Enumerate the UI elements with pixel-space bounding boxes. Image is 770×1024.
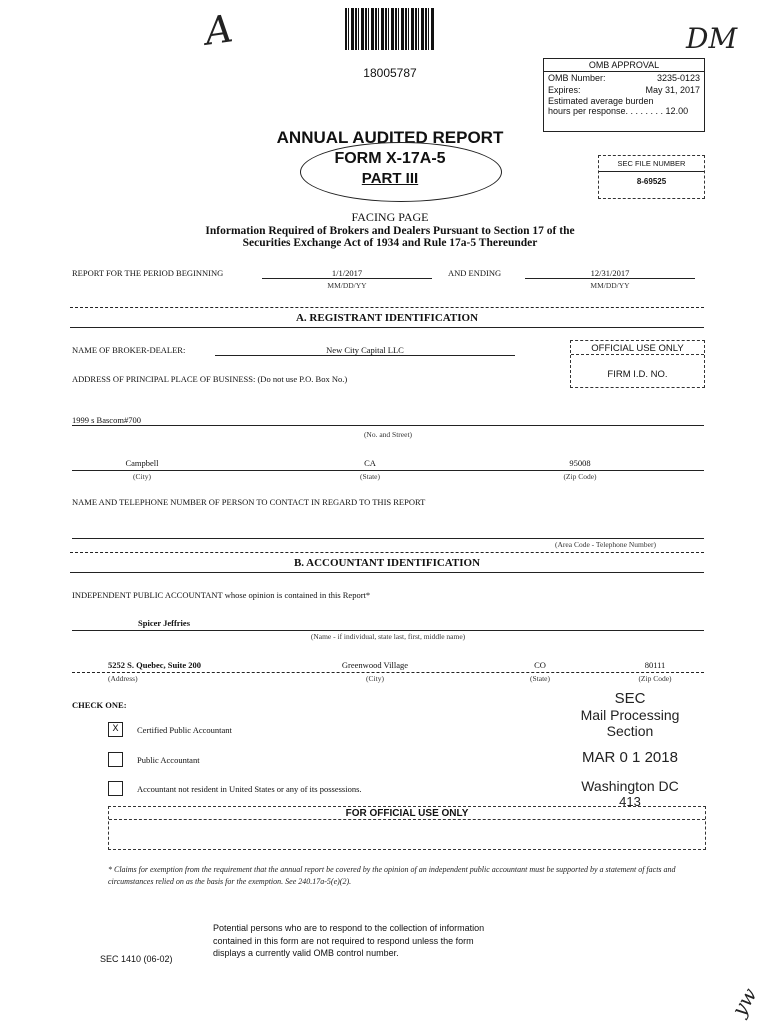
period-end-value: 12/31/2017 <box>525 268 695 279</box>
official-use-label-b: FOR OFFICIAL USE ONLY <box>109 807 705 820</box>
footer-notice <box>213 922 484 960</box>
phone-caption: (Area Code - Telephone Number) <box>555 540 656 549</box>
section-a-divider-top <box>70 307 704 308</box>
check-option-cpa[interactable] <box>108 722 232 737</box>
stamp-line3: Section <box>606 723 654 739</box>
sec-file-number-box <box>598 155 705 199</box>
footnote: * Claims for exemption from the requirement that the annual report be covered by the opinion of an independent public accountant must be supported by a statement of facts and circumstances relied on as the basis for the exemption. See 240.17a-5(e)(2). <box>108 865 676 886</box>
official-use-label-a: OFFICIAL USE ONLY <box>571 341 704 355</box>
omb-title: OMB APPROVAL <box>544 59 704 72</box>
omb-burden-line1: Estimated average burden <box>548 96 654 106</box>
accountant-address-line <box>72 672 704 673</box>
city-value-a: Campbell <box>125 458 159 468</box>
period-begin-label: REPORT FOR THE PERIOD BEGINNING <box>72 268 224 278</box>
document-number: 18005787 <box>363 66 417 80</box>
facing-line2: Securities Exchange Act of 1934 and Rule 17a-5 Thereunder <box>242 237 538 249</box>
period-begin-value: 1/1/2017 <box>262 268 432 279</box>
accountant-zip-value: 80111 <box>644 660 666 670</box>
facing-heading: FACING PAGE <box>351 210 429 224</box>
accountant-state-value: CO <box>534 660 546 670</box>
omb-burden-line2: hours per response. . . . . . . . 12.00 <box>548 106 689 116</box>
section-a-heading: A. REGISTRANT IDENTIFICATION <box>295 312 479 324</box>
checkbox-nonresident-label: Accountant not resident in United States or any of its possessions. <box>137 783 362 794</box>
hand-drawn-oval <box>300 142 502 202</box>
period-begin-format: MM/DD/YY <box>327 281 367 290</box>
sec-file-value: 8-69525 <box>636 177 667 186</box>
accountant-address-caption: (Address) <box>108 674 138 683</box>
check-option-public-accountant[interactable] <box>108 752 200 767</box>
checkbox-cpa[interactable]: X <box>108 722 123 737</box>
section-b-divider-top <box>70 552 704 553</box>
broker-dealer-label: NAME OF BROKER-DEALER: <box>72 345 186 355</box>
firm-id-label: FIRM I.D. NO. <box>607 369 668 380</box>
accountant-city-caption: (City) <box>366 674 384 683</box>
notice-line3: displays a currently valid OMB control number. <box>213 948 399 958</box>
section-a-divider-bottom <box>70 327 704 328</box>
accountant-zip-caption: (Zip Code) <box>638 674 672 683</box>
facing-page <box>120 210 660 249</box>
checkbox-cpa-label: Certified Public Accountant <box>137 724 232 735</box>
accountant-city-value: Greenwood Village <box>341 660 409 670</box>
checkbox-public-accountant-label: Public Accountant <box>137 754 200 765</box>
accountant-name-caption: (Name - if individual, state last, first, middle name) <box>310 632 466 641</box>
section-b-heading: B. ACCOUNTANT IDENTIFICATION <box>293 557 481 569</box>
zip-value-a: 95008 <box>569 458 591 468</box>
notice-line2: contained in this form are not required to respond unless the form <box>213 935 474 946</box>
accountant-name-line <box>72 630 704 631</box>
stamp-line1: SEC <box>614 690 646 707</box>
facing-line1: Information Required of Brokers and Dealers Pursuant to Section 17 of the <box>205 225 575 237</box>
omb-approval-box <box>543 58 705 132</box>
stamp-city: Washington DC <box>581 778 679 794</box>
sec-file-label: SEC FILE NUMBER <box>599 156 704 172</box>
period-end-format: MM/DD/YY <box>590 281 630 290</box>
period-end-label: AND ENDING <box>448 268 502 278</box>
handwritten-initials-bottom-right: yw <box>726 983 762 1021</box>
accountant-address-value: 5252 S. Quebec, Suite 200 <box>108 660 202 670</box>
stamp-date: MAR 0 1 2018 <box>582 749 678 766</box>
city-caption-a: (City) <box>133 472 151 481</box>
handwritten-mark-top-left: A <box>202 6 236 54</box>
title-line3: PART III <box>361 170 419 187</box>
zip-caption-a: (Zip Code) <box>563 472 597 481</box>
street-caption: (No. and Street) <box>363 430 413 439</box>
contact-label: NAME AND TELEPHONE NUMBER OF PERSON TO CONTACT IN REGARD TO THIS REPORT <box>72 497 426 507</box>
broker-dealer-value: New City Capital LLC <box>215 345 515 356</box>
accountant-value: Spicer Jeffries <box>138 618 191 628</box>
check-one-label: CHECK ONE: <box>72 700 127 710</box>
checkbox-nonresident[interactable] <box>108 781 123 796</box>
form-number: SEC 1410 (06-02) <box>100 954 173 964</box>
city-state-zip-line-a <box>72 470 704 471</box>
official-use-box-b <box>108 806 706 850</box>
street-value: 1999 s Bascom#700 <box>72 415 704 426</box>
check-option-nonresident[interactable] <box>108 781 362 796</box>
omb-number-value: 3235-0123 <box>656 73 700 83</box>
accountant-state-caption: (State) <box>530 674 550 683</box>
sec-mail-stamp <box>560 690 700 809</box>
omb-expires-label: Expires: <box>548 85 581 95</box>
title-line1: ANNUAL AUDITED REPORT <box>276 128 504 147</box>
barcode <box>345 8 435 50</box>
stamp-line2: Mail Processing <box>580 707 680 723</box>
title-line2: FORM X-17A-5 <box>334 150 446 167</box>
state-caption-a: (State) <box>360 472 380 481</box>
stamp-code: 413 <box>619 794 641 809</box>
checkbox-public-accountant[interactable] <box>108 752 123 767</box>
handwritten-initials-top-right: DM <box>686 22 738 55</box>
omb-number-label: OMB Number: <box>548 73 606 83</box>
state-value-a: CA <box>364 458 376 468</box>
address-label: ADDRESS OF PRINCIPAL PLACE OF BUSINESS: (Do not use P.O. Box No.) <box>72 374 348 384</box>
omb-expires-value: May 31, 2017 <box>645 85 700 95</box>
notice-line1: Potential persons who are to respond to the collection of information <box>213 923 485 933</box>
official-use-box-a <box>570 340 705 388</box>
accountant-label: INDEPENDENT PUBLIC ACCOUNTANT whose opinion is contained in this Report* <box>72 590 371 600</box>
contact-line <box>72 538 704 539</box>
section-b-divider-bottom <box>70 572 704 573</box>
